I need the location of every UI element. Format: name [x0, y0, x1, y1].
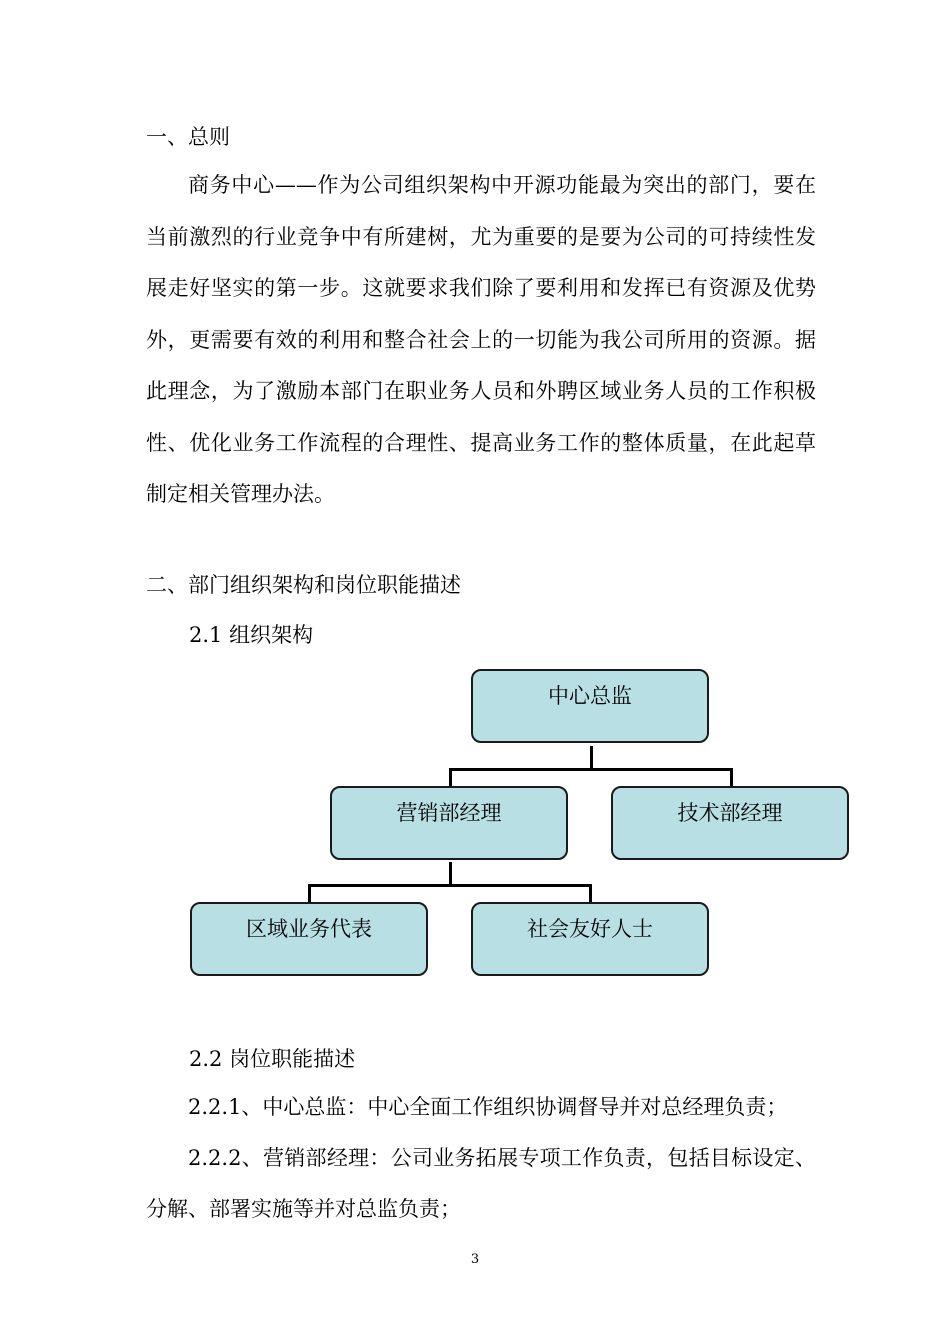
- connector-line: [449, 768, 452, 786]
- org-node-tech-manager: 技术部经理: [611, 786, 849, 860]
- function-item-marketing-manager: 2.2.2、营销部经理：公司业务拓展专项工作负责，包括目标设定、分解、部署实施等并对总监负责；: [146, 1146, 816, 1221]
- org-node-regional-rep: 区域业务代表: [190, 902, 428, 976]
- section1-heading: 一、总则: [146, 125, 230, 149]
- connector-line: [308, 884, 592, 887]
- connector-line: [449, 768, 733, 771]
- org-node-marketing-manager: 营销部经理: [330, 786, 568, 860]
- connector-line: [730, 768, 733, 786]
- org-node-director: 中心总监: [471, 669, 709, 743]
- org-structure-subheading: 2.1 组织架构: [189, 623, 314, 647]
- section1-paragraph: 商务中心——作为公司组织架构中开源功能最为突出的部门，要在当前激烈的行业竞争中有所建树，尤为重要的是要为公司的可持续性发展走好坚实的第一步。这就要求我们除了要利用和发挥已有资源及优势外，更需要有效的利用和整合社会上的一切能为我公司所用的资源。据此理念，为了激励本部门在职业务人员和外聘区域业务人员的工作积极性、优化业务工作流程的合理性、提高业务工作的整体质量，在此起草制定相关管理办法。: [146, 173, 816, 506]
- page-number: 3: [470, 1252, 480, 1267]
- connector-line: [449, 862, 452, 886]
- connector-line: [589, 884, 592, 902]
- function-item-director: 2.2.1、中心总监：中心全面工作组织协调督导并对总经理负责；: [188, 1095, 788, 1119]
- connector-line: [308, 884, 311, 902]
- org-node-social-friends: 社会友好人士: [471, 902, 709, 976]
- job-functions-subheading: 2.2 岗位职能描述: [189, 1047, 356, 1071]
- connector-line: [590, 746, 593, 770]
- section2-heading: 二、部门组织架构和岗位职能描述: [146, 573, 461, 597]
